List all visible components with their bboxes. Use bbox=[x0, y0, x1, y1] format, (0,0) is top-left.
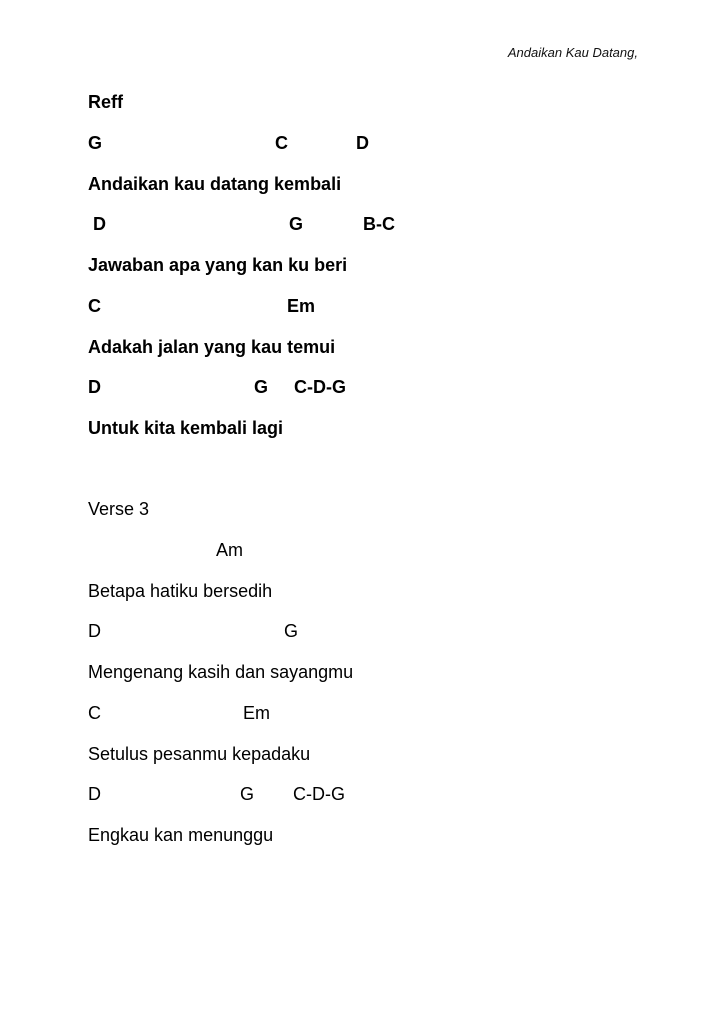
chord: G bbox=[254, 377, 269, 397]
chord: D bbox=[93, 214, 106, 234]
lyric-line: Setulus pesanmu kepadaku bbox=[88, 744, 311, 764]
lyric-line: Engkau kan menunggu bbox=[88, 825, 274, 845]
reff-label: Reff bbox=[88, 92, 123, 112]
chord: C-D-G bbox=[294, 377, 346, 397]
chord: Am bbox=[216, 540, 243, 560]
chord: C bbox=[88, 296, 101, 316]
lyric-line: Betapa hatiku bersedih bbox=[88, 581, 273, 601]
chord: B-C bbox=[363, 214, 395, 234]
chord: G bbox=[284, 621, 299, 641]
chord: C bbox=[88, 703, 101, 723]
chord: Em bbox=[287, 296, 316, 316]
chord: D bbox=[88, 621, 101, 641]
chord: G bbox=[240, 784, 255, 804]
lyric-line: Adakah jalan yang kau temui bbox=[88, 337, 336, 357]
chord: D bbox=[88, 784, 101, 804]
lyric-line: Andaikan kau datang kembali bbox=[88, 174, 342, 194]
chord: D bbox=[88, 377, 101, 397]
lyric-line: Mengenang kasih dan sayangmu bbox=[88, 662, 354, 682]
lyric-line: Jawaban apa yang kan ku beri bbox=[88, 255, 348, 275]
lyric-line: Untuk kita kembali lagi bbox=[88, 418, 284, 438]
chord: C-D-G bbox=[293, 784, 345, 804]
running-header: Andaikan Kau Datang, bbox=[507, 45, 638, 60]
chord: Em bbox=[243, 703, 270, 723]
chord: G bbox=[88, 133, 103, 153]
chord: G bbox=[289, 214, 304, 234]
chord: C bbox=[275, 133, 288, 153]
verse-label: Verse 3 bbox=[88, 499, 150, 519]
chord: D bbox=[356, 133, 369, 153]
